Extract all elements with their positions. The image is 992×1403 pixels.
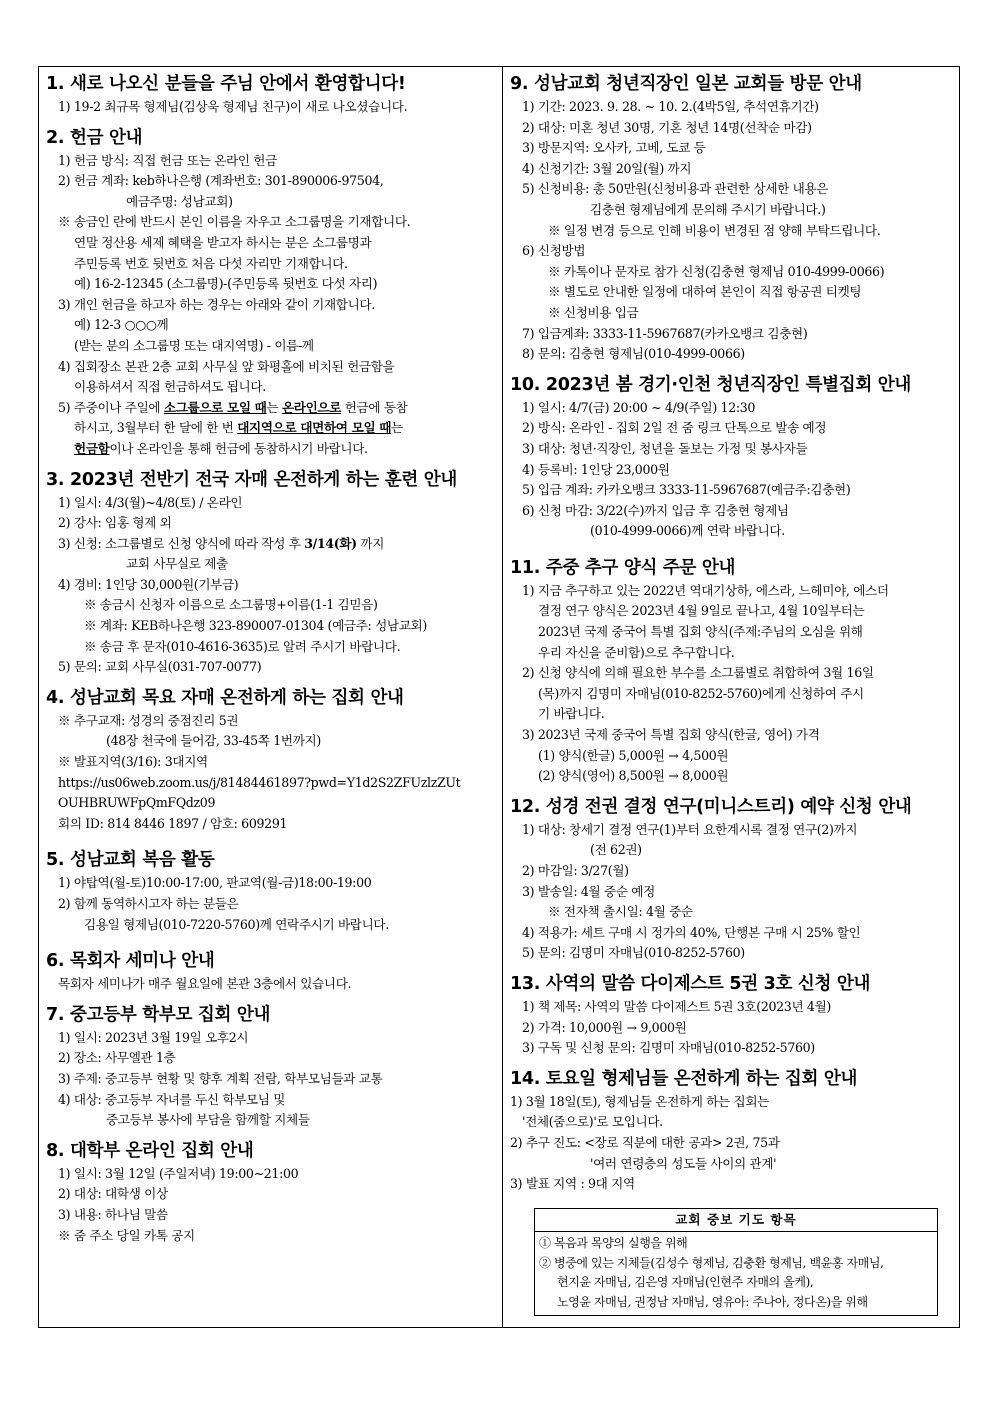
section-title: 12. 성경 전권 결정 연구(미니스트리) 예약 신청 안내 [510,796,912,817]
text: 5) 주중이나 주일에 [58,399,164,415]
prayer-title: 교회 중보 기도 항목 [535,1209,937,1232]
list-item: 2) 대상: 대학생 이상 [58,1186,168,1202]
emphasis-text: 온라인으로 [281,399,342,415]
list-item: 김충현 형제님에게 문의해 주시기 바랍니다.) [590,201,826,217]
list-item: 8) 문의: 김충현 형제님(010-4999-0066) [522,346,745,362]
section-5 [46,848,496,935]
list-item: 3) 발송일: 4월 중순 예정 [522,883,655,899]
section-4 [46,686,496,835]
list-item: (48장 천국에 들어감, 33-45쪽 1번까지) [106,733,321,749]
text: 헌금에 동참 [341,399,408,415]
list-item: 2) 가격: 10,000원 → 9,000원 [522,1019,687,1035]
section-1 [46,72,496,118]
emphasis-text: 소그룹으로 모일 때 [163,399,267,415]
section-title: 7. 중고등부 학부모 집회 안내 [46,1004,271,1025]
list-item [46,534,496,555]
left-column [46,72,496,1246]
list-item: 1) 책 제목: 사역의 말씀 다이제스트 5권 3호(2023년 4월) [522,998,831,1014]
list-item: 5) 신청비용: 총 50만원(신청비용과 관련한 상세한 내용은 [522,181,829,197]
list-item: ※ 송금 후 문자(010-4616-3635)로 알려 주시기 바랍니다. [84,638,401,654]
list-item: 1) 일시: 3월 12일 (주일저녁) 19:00~21:00 [58,1165,299,1181]
list-item: 예금주명: 성남교회) [126,193,233,209]
section-6 [46,949,496,995]
zoom-link[interactable]: https://us06web.zoom.us/j/81484461897?pwd=Y1d2S2ZFUzlzZUt [58,774,461,790]
list-item: 1) 야탑역(월-토)10:00-17:00, 판교역(월-금)18:00-19:00 [58,875,372,891]
text: 는 [266,399,282,415]
section-3 [46,468,496,678]
prayer-item: ① 복음과 목양의 실행을 위해 [539,1236,688,1250]
list-item: ※ 카톡이나 문자로 참가 신청(김충현 형제님 010-4999-0066) [548,263,885,279]
list-item: 1) 19-2 최규목 형제님(김상욱 형제님 친구)이 새로 나오셨습니다. [58,99,408,114]
list-item: 2) 신청 양식에 의해 필요한 부수를 소그룹별로 취합하여 3월 16일 [522,665,874,681]
list-item: 1) 대상: 창세기 결정 연구(1)부터 요한계시록 결정 연구(2)까지 [522,821,858,837]
list-item: 7) 입금계좌: 3333-11-5967687(카카오뱅크 김충현) [522,325,808,341]
section-title: 8. 대학부 온라인 집회 안내 [46,1140,254,1161]
list-item: 2) 장소: 사무엘관 1층 [58,1050,176,1066]
list-item: 1) 3월 18일(토), 형제님들 온전하게 하는 집회는 [510,1093,769,1109]
list-item: 1) 일시: 2023년 3월 19일 오후2시 [58,1029,249,1045]
list-item: 3) 구독 및 신청 문의: 김명미 자매님(010-8252-5760) [522,1040,815,1056]
list-item: 2) 방식: 온라인 - 집회 2일 전 줌 링크 단톡으로 발송 예정 [522,420,827,436]
list-item: 이용하셔서 직접 헌금하셔도 됩니다. [74,379,266,395]
list-item: (전 62권) [590,842,642,858]
text: 3) 신청: 소그룹별로 신청 양식에 따라 작성 후 [58,535,305,551]
list-item: 2) 추구 진도: <장로 직분에 대한 공과> 2권, 75과 [510,1134,780,1150]
section-title: 4. 성남교회 목요 자매 온전하게 하는 집회 안내 [46,687,404,708]
list-item: 4) 대상: 중고등부 자녀를 두신 학부모님 및 [58,1091,286,1107]
list-item: 5) 문의: 김명미 자매님(010-8252-5760) [522,945,745,961]
list-item: 5) 문의: 교회 사무실(031-707-0077) [58,659,262,675]
list-item: 예) 12-3 ○○○께 [74,317,169,333]
list-item: ※ 신청비용 입금 [548,304,639,320]
list-item: 3) 대상: 청년·직장인, 청년을 돌보는 가정 및 봉사자들 [522,440,808,456]
list-item: 6) 신청 마감: 3/22(수)까지 입금 후 김충현 형제님 [522,502,789,518]
prayer-item: ② 병중에 있는 지체들(김성수 형제님, 김충환 형제님, 백윤홍 자매님, [539,1255,884,1270]
list-item: 4) 신청기간: 3월 20일(월) 까지 [522,160,692,176]
section-9 [510,72,952,365]
list-item [46,439,496,460]
list-item: 결정 연구 양식은 2023년 4월 9일로 끝나고, 4월 10일부터는 [538,603,865,619]
list-item: 1) 일시: 4/3(월)~4/8(토) / 온라인 [58,494,243,510]
list-item: '여러 연령층의 성도들 사이의 관계' [590,1155,777,1171]
list-item: 5) 입금 계좌: 카카오뱅크 3333-11-5967687(예금주:김충현) [522,482,851,498]
list-item: 4) 경비: 1인당 30,000원(기부금) [58,576,239,592]
list-item: 3) 방문지역: 오사카, 고베, 도쿄 등 [522,140,706,156]
prayer-item: 노영윤 자매님, 권정남 자매님, 영유아: 주나아, 정다온)을 위해 [557,1294,868,1309]
list-item: ※ 전자책 출시일: 4월 중순 [548,904,693,920]
section-title: 14. 토요일 형제님들 온전하게 하는 집회 안내 [510,1068,858,1089]
section-title: 13. 사역의 말씀 다이제스트 5권 3호 신청 안내 [510,973,871,994]
list-item: 6) 신청방법 [522,243,586,259]
list-item: 1) 일시: 4/7(금) 20:00 ~ 4/9(주일) 12:30 [522,399,756,415]
list-item: 연말 정산용 세제 혜택을 받고자 하시는 분은 소그룹명과 [74,234,372,250]
list-item: 중고등부 봉사에 부담을 함께할 지체들 [106,1112,310,1128]
list-item: 2023년 국제 중국어 특별 집회 양식(주제:주님의 오심을 위해 [538,624,863,640]
section-title: 11. 주중 추구 양식 주문 안내 [510,557,736,578]
section-8 [46,1139,496,1246]
section-title: 9. 성남교회 청년직장인 일본 교회들 방문 안내 [510,74,862,94]
list-item: (받는 분의 소그룹명 또는 대지역명) - 이름-께 [74,337,314,353]
list-item: 교회 사무실로 제출 [126,556,228,572]
list-item: 2) 마감일: 3/27(월) [522,863,629,878]
list-item: 4) 적용가: 세트 구매 시 정가의 40%, 단행본 구매 시 25% 할인 [522,924,861,940]
list-item: 1) 헌금 방식: 직접 헌금 또는 온라인 헌금 [58,152,277,168]
section-7 [46,1003,496,1131]
list-item: 2) 강사: 임홍 형제 외 [58,515,172,531]
list-item: 3) 주제: 중고등부 현황 및 향후 계획 전람, 학부모님들과 교통 [58,1070,383,1086]
list-item: (010-4999-0066)께 연락 바랍니다. [590,523,785,539]
text: 하시고, 3월부터 한 달에 한 번 [74,420,238,436]
list-item: '전체(줌으로)'로 모입니다. [522,1114,663,1130]
list-item: 3) 개인 헌금을 하고자 하는 경우는 아래와 같이 기재합니다. [58,296,375,312]
text: 까지 [356,535,385,551]
list-item: 회의 ID: 814 8446 1897 / 암호: 609291 [58,815,288,831]
zoom-link[interactable]: OUHBRUWFpQmFQdz09 [58,795,216,811]
section-12 [510,795,952,964]
list-item: ※ 추구교재: 성경의 중점진리 5권 [58,712,239,728]
list-item: 3) 발표 지역 : 9대 지역 [510,1176,635,1192]
list-item: 4) 등록비: 1인당 23,000원 [522,461,670,477]
list-item: ※ 발표지역(3/16): 3대지역 [58,754,208,770]
list-item: (목)까지 김명미 자매님(010-8252-5760)에게 신청하여 주시 [538,685,864,701]
list-item: 주민등록 번호 뒷번호 처음 다섯 자리만 기재합니다. [74,255,348,271]
section-13 [510,972,952,1059]
list-item [46,398,496,419]
list-item: ※ 일정 변경 등으로 인해 비용이 변경된 점 양해 부탁드립니다. [548,222,881,238]
section-title: 3. 2023년 전반기 전국 자매 온전하게 하는 훈련 안내 [46,469,457,490]
list-item: ※ 송금인 란에 반드시 본인 이름을 자우고 소그룹명을 기재합니다. [58,214,411,230]
section-title: 2. 헌금 안내 [46,127,143,148]
section-2 [46,126,496,460]
right-column [510,72,952,1195]
section-title: 10. 2023년 봄 경기·인천 청년직장인 특별집회 안내 [510,374,911,395]
list-item: 기 바랍니다. [538,706,605,722]
emphasis-text: 헌금함 [74,440,110,456]
list-item: 3) 2023년 국제 중국어 특별 집회 양식(한글, 영어) 가격 [522,727,820,743]
section-10 [510,373,952,542]
list-item: 예) 16-2-12345 (소그룹명)-(주민등록 뒷번호 다섯 자리) [74,276,378,292]
prayer-box [534,1208,938,1316]
list-item: 우리 자신을 준비함)으로 추구합니다. [538,644,735,660]
text: 는 [391,420,403,436]
emphasis-text: 대지역으로 대면하여 모일 때 [237,420,392,436]
section-title: 1. 새로 나오신 분들을 주님 안에서 환영합니다! [46,74,406,94]
list-item: 2) 헌금 계좌: keb하나은행 (계좌번호: 301-890006-97504, [58,173,384,189]
list-item: 4) 집회장소 본관 2층 교회 사무실 앞 화평홀에 비치된 헌금함을 [58,358,395,374]
list-item [46,418,496,439]
text: 이나 온라인을 통해 헌금에 동참하시기 바랍니다. [109,440,368,456]
list-item: ※ 줌 주소 당일 카톡 공지 [58,1227,195,1243]
prayer-item: 현지윤 자매님, 김은영 자매님(인현주 자매의 올케), [557,1275,814,1289]
list-item: ※ 계좌: KEB하나은행 323-890007-01304 (예금주: 성남교회) [84,618,427,634]
list-item: 김용일 형제님(010-7220-5760)께 연락주시기 바랍니다. [84,916,389,932]
list-item: (2) 양식(영어) 8,500원 → 8,000원 [538,768,729,784]
section-11 [510,556,952,787]
list-item: ※ 송금시 신청자 이름으로 소그룹명+이름(1-1 김믿음) [84,597,378,613]
list-item: 목회자 세미나가 매주 월요일에 본관 3층에서 있습니다. [58,976,352,992]
section-title: 5. 성남교회 복음 활동 [46,850,215,871]
list-item: 1) 기간: 2023. 9. 28. ~ 10. 2.(4박5일, 추석연휴기간) [522,99,819,114]
section-14 [510,1067,952,1195]
list-item: 3) 내용: 하나님 말씀 [58,1206,168,1222]
list-item: 2) 함께 동역하시고자 하는 분들은 [58,896,239,911]
list-item: (1) 양식(한글) 5,000원 → 4,500원 [538,747,729,763]
list-item: 1) 지금 추구하고 있는 2022년 역대기상하, 에스라, 느헤미야, 에스더 [522,582,889,598]
list-item: ※ 별도로 안내한 일정에 대하여 본인이 직접 항공권 티켓팅 [548,284,862,300]
list-item: 2) 대상: 미혼 청년 30명, 기혼 청년 14명(선착순 마감) [522,119,812,135]
emphasis-text: 3/14(화) [304,535,357,551]
column-divider [502,66,503,1328]
section-title: 6. 목회자 세미나 안내 [46,951,215,972]
